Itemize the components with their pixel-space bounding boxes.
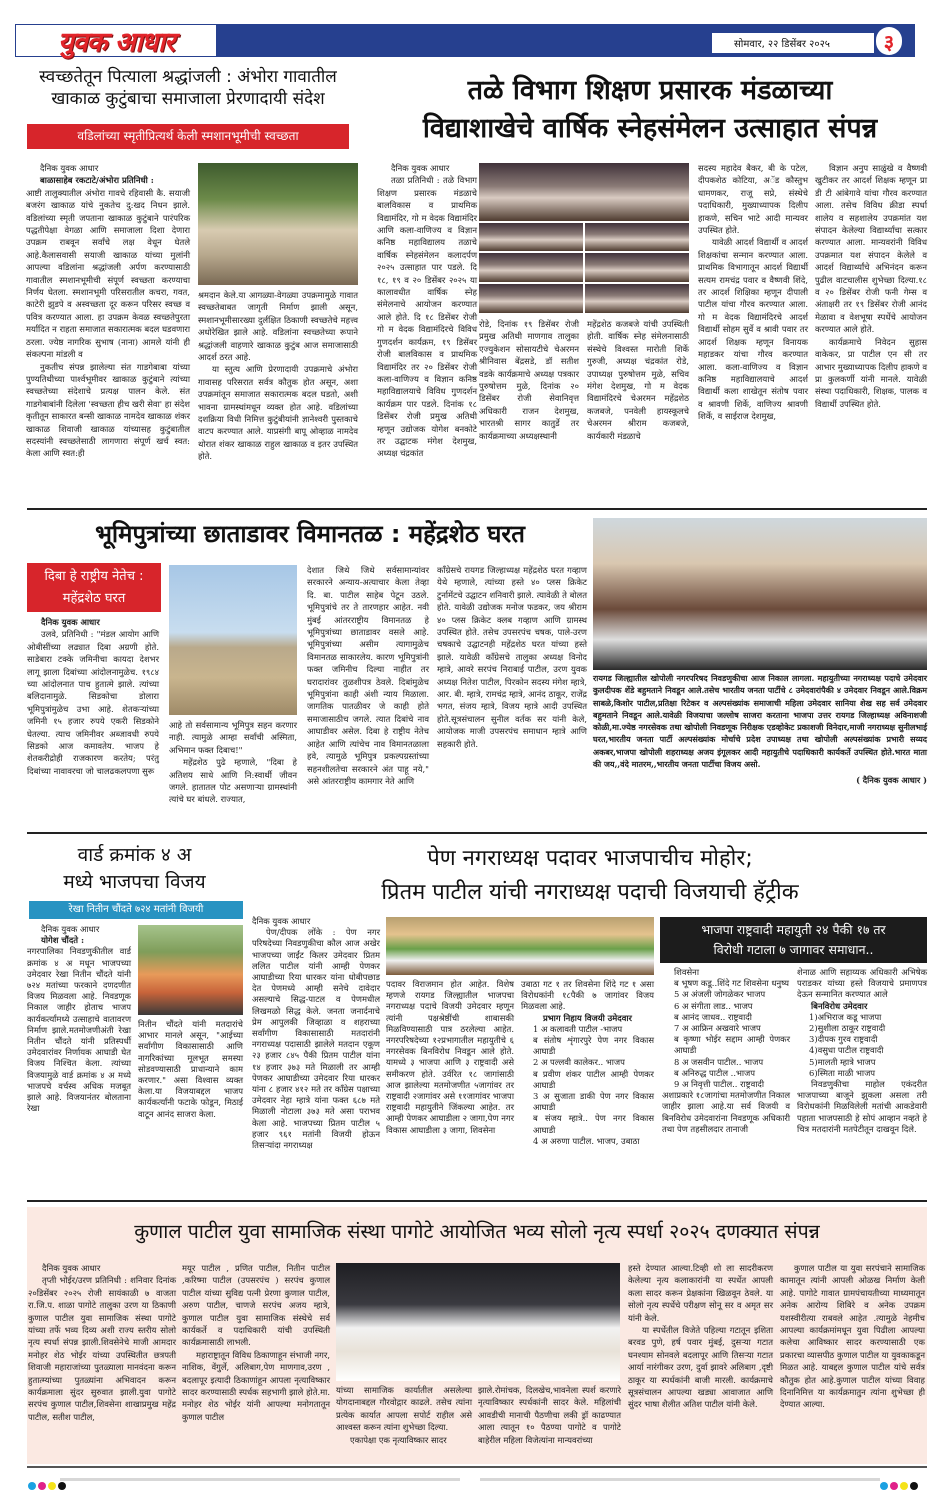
article8-col6 bbox=[780, 1262, 925, 1411]
article-text: एकापेक्षा एक नृत्याविष्कार सादर bbox=[350, 1434, 447, 1445]
article-text: उलवे, प्रतिनिधी : "मंडल आयोग आणि ओबीसींच्या लढ्यात दिबा अग्रणी होते. साडेबारा टक्के जमिनीचा कायदा देशभर लागू झाला दिबांच्या आंदोलनामुळेच. १९८४ च्या आंदोलनात पाच हुतात्मे झाले. त्यांच्या बलिदानामुळे. सिडकोचा डोलारा भूमिपुत्रांमुळेच उभा आहे. शेतकऱ्यांच्या जमिनी १५ हजार रुपये एकरी सिडकोने घेतल्या. त्याच जमिनीवर अब्जावधी रुपये सिडको आज कमावतेय. भाजप हे शेतकरीद्रोही राजकारण करतेय; परंतु दिबांच्या नावावरचा जो चालढकलपणा सुरू bbox=[27, 629, 159, 776]
box-line: महेंद्रशेठ घरत bbox=[62, 591, 126, 606]
headline-line: विद्याशाखेचे वार्षिक स्नेहसंमेलन उत्साहात संपन्न bbox=[422, 113, 878, 144]
article1-headline bbox=[18, 66, 358, 110]
list-item: 9 अ निवृत्ती पाटील.. राष्ट्रवादी bbox=[674, 1079, 765, 1090]
article8-col5 bbox=[628, 1262, 773, 1411]
article-text: सदस्य महादेव बैकर, बी के पटेल, दीपकशेठ कोटिया, अॅड कौस्तुभ धामणकर, राजू सप्रे, संस्थेचे पदाधिकारी, मुख्याध्यापक दिलीप हाकणे, सचिन भाटे आदी मान्यवर उपस्थित होते. bbox=[698, 163, 808, 236]
article8-col1 bbox=[28, 1262, 176, 1423]
list-item: 5 अ अंजली जोगळेकर भाजप bbox=[674, 989, 766, 1000]
registration-marks-icon bbox=[28, 1475, 68, 1494]
article4-photo bbox=[593, 518, 927, 670]
list-item: 4)वसुधा पाटील राष्ट्रवादी bbox=[809, 1045, 884, 1056]
article3-col4 bbox=[437, 564, 587, 750]
headline-line: पेण नगराध्यक्ष पदावर भाजपाचीच मोहोर; bbox=[427, 846, 753, 871]
article3-col2 bbox=[169, 719, 297, 806]
article-text: आहे तो सर्वसामान्य भूमिपुत्र सहन करणार नाही. त्यामुळे आम्हा सर्वांची अस्मिता, अभिमान फक्त दिबाच!" bbox=[169, 720, 297, 755]
dateline: दैनिक युवक आधार bbox=[40, 163, 99, 173]
article7-band bbox=[660, 917, 927, 963]
page-number: ३ bbox=[876, 27, 902, 55]
dateline: दैनिक युवक आधार bbox=[41, 617, 100, 627]
list-item: ब अनिरुद्ध पाटील ..भाजप bbox=[674, 1067, 756, 1078]
article4-caption bbox=[593, 672, 927, 786]
divider bbox=[27, 832, 927, 834]
headline-line: तळे विभाग शिक्षण प्रसारक मंडळाच्या bbox=[467, 75, 833, 106]
band-line: भाजपा राष्ट्रवादी महायुती २४ पैकी १७ तर bbox=[701, 922, 886, 937]
dateline: दैनिक युवक आधार bbox=[42, 1263, 101, 1273]
caption-text: रायगड जिल्ह्यातील खोपोली नगरपरिषद निवडणुकीचा आज निकाल लागला. महायुतीच्या नगराध्यक्ष पदाचे उमेदवार कुलदीपक शेंडे बहुमताने निवडून आले.तसेच भारतीय जनता पार्टीचे ८ उमेदवारांपैकी ४ उमेदवार निवडून आले.विक्रम साबळे,किशोर पाटील,प्रतिक्षा रिटेकर व अल्पसंख्यांक समाजाची महिला उमेदवार सानिया शेख सह सर्व उमेदवार बहुमताने निवडून आले.यावेळी विजयाचा जल्लोष साजरा करताना भाजपा उत्तर रायगड जिल्हाध्यक्ष अविनाशजी कोळी,मा.ज्येष्ठ नगरसेवक तथा खोपोली निवडणूक निरीक्षक एडव्होकेट प्रकाशजी विनेदार,माजी नगराध्यक्ष सुनीलभाई घरत,भारतीय जनता पार्टी अल्पसंख्यांक मोर्चाचे प्रदेश उपाध्यक्ष तथा खोपोली अल्पसंख्यांक प्रभारी सय्यद अकबर,भाजपा खोपोली शहराध्यक्ष अजय इंगूलकर आदी महायुतीचे पदाधिकारी कार्यकर्ते उपस्थित होते.भारत माता की जय,,वंदे मातरम,,भारतीय जनता पार्टीचा विजय असो. bbox=[593, 673, 927, 770]
list-title: प्रभाग निहाय विजयी उमेदवार bbox=[543, 1012, 632, 1023]
article8-col4 bbox=[478, 1384, 621, 1446]
article-text: विज्ञान अनुप साळुंखे व वैष्णवी खुटीकर तर आदर्श शिक्षक म्हणून प्रा डी टी आंबेगावे यांचा गौरव करण्यात आला. तसेच विविध क्रीडा स्पर्धा शालेय व सहशालेय उपक्रमांत यश संपादन केलेल्या विद्यार्थ्यांचा सत्कार करण्यात आला. मान्यवरांनी विविध उपक्रमात यश संपादन केलेले व आदर्श विद्यार्थ्यांचे अभिनंदन करून पुढील वाटचालीस शुभेच्छा दिल्या.१८ व २० डिसेंबर रोजी फनी गेम्स व अंताक्षरी तर १९ डिसेंबर रोजी आनंद मेळावा व वेशभूषा स्पर्धेचे आयोजन करण्यात आले होते. bbox=[815, 163, 927, 335]
list-item: 6 अ संगीता लाड.. भाजप bbox=[674, 1000, 753, 1011]
winners-list bbox=[521, 1024, 654, 1147]
list-item: शिवसेना bbox=[674, 967, 699, 977]
article5-col1 bbox=[27, 924, 131, 1114]
dateline: दैनिक युवक आधार bbox=[41, 924, 100, 934]
article-text: हस्ते देण्यात आल्या.टिव्ही शो ला सादरीकरण केलेल्या नृत्य कलाकारांनी या स्पर्धेत आपली कला सादर करून प्रेक्षकांना खिळवून ठेवले. या सोलो नृत्य स्पर्धेचे परीक्षण सोनू सर व अमृत सर यांनी केले. bbox=[628, 1263, 773, 1323]
byline: बाळासाहेब रकटाटे/अंभोरा प्रतिनिधी : bbox=[40, 175, 154, 186]
article-text: महाराष्ट्रातून विविध ठिकाणाहून संभाजी नगर, नाशिक, वेंगुर्ले, अलिबाग,पेण माणगाव,उरण , बदलापूर इत्यादी ठिकाणांहून आपला नृत्याविष्कार सादर करण्यासाठी स्पर्धक सहभागी झाले होते.मा. मनोहर शेठ भोईर यांनी आपल्या मनोगतातून कुणाल पाटील bbox=[182, 1349, 330, 1422]
article-text: उबाठा गट १ तर शिवसेना शिंदे गट १ असा विरोधकांनी १८पैकी ७ जागांवर विजय मिळवला आहे. bbox=[521, 979, 654, 1012]
credit-text: ( दैनिक युवक आधार ) bbox=[856, 775, 927, 786]
footer-gray-bar bbox=[480, 1478, 880, 1481]
article1-col1 bbox=[26, 162, 190, 460]
newspaper-logo bbox=[15, 24, 217, 57]
article-text: झाले.रोमांचक, दिलखेच,भावनेला स्पर्श करणारे नृत्याविष्कार स्पर्धकांनी सादर केले. महिलांची आवडीची मानाची पैठणीचा लकी ड्रॉ काढण्यात आला त्यातून १० पैठण्या पागोटे व पागोटे बाहेरील महिला विजेत्यांना मान्यवरांच्या bbox=[478, 1385, 621, 1445]
list-item: 5)मालती म्हात्रे भाजप bbox=[809, 1056, 876, 1067]
headline-line: मध्ये भाजपचा विजय bbox=[63, 871, 206, 893]
article8-headline: कुणाल पाटील युवा सामाजिक संस्था पागोटे आयोजित भव्य सोलो नृत्य स्पर्धा २०२५ दणक्यात संपन्न bbox=[134, 1220, 820, 1243]
article-text: निवडणुकीचा माहोल एकंदरीत भाजपाच्या बाजूने झुकला असला तरी विरोधकांनी मिळविलेली मतांची आकडेवारी पहाता भाजपसाठी हे सोपं आव्हान नव्हते हे चित्र मतदारांनी मतपेटीतून दाखवून दिले. bbox=[797, 1079, 927, 1134]
photo-tile bbox=[585, 223, 689, 252]
dateline: दैनिक युवक आधार bbox=[391, 163, 450, 173]
article-text: काँग्रेसचे रायगड जिल्हाध्यक्ष महेंद्रशेठ घरत गव्हाण येथे म्हणाले, त्यांच्या हस्ते ४० प्लस क्रिकेट टुर्नामेंटचे उद्घाटन शनिवारी झाले. त्यावेळी ते बोलत होते. यावेळी उद्योजक मनोज फडकर, जय श्रीराम ४० प्लस क्रिकेट क्लब गव्हाण आणि ग्रामस्थ उपस्थित होते. तसेच उपसरपंच चषक, पाले-उरण चषकाचे उद्घाटनही महेंद्रशेठ घरत यांच्या हस्ते झाले. यावेळी काँग्रेसचे तालुका अध्यक्ष विनोद म्हात्रे, आवरे सरपंच निराबाई पाटील, उरण युवक अध्यक्ष नितेश पाटील, पिरकोन सदस्य मंगेश म्हात्रे, आर. बी. म्हात्रे, रामचंद्र म्हात्रे, आनंद ठाकूर, राजेंद्र भगत, संजय म्हात्रे, विजय म्हात्रे आदी उपस्थित होते.सूत्रसंचालन सुनील वर्तक सर यांनी केले, आयोजक माजी उपसरपंच समाधान म्हात्रे आणि सहकारी होते. bbox=[437, 565, 587, 749]
article8-photo bbox=[336, 1263, 620, 1381]
unopposed-list bbox=[797, 1012, 927, 1079]
article2-col1 bbox=[377, 162, 477, 460]
list-item: 1 अ कलावती पाटील -भाजप bbox=[533, 1023, 623, 1034]
article6-col2 bbox=[386, 979, 514, 1136]
list-item: 7 अ आफ्रिन अखवारे भाजप bbox=[674, 1023, 761, 1034]
article3-box bbox=[27, 563, 161, 612]
list-item: ब संजय म्हात्रे.. पेण नगर विकास आघाडी bbox=[533, 1113, 654, 1135]
article1-photo bbox=[198, 163, 358, 285]
list-item: 2 अ पल्लवी कालेकर.. भाजप bbox=[533, 1057, 625, 1068]
headline-line: खाकाळ कुटुंबाचा समाजाला प्रेरणादायी संदेश bbox=[51, 89, 325, 109]
list-item: 8 अ जसवीन पाटील.. भाजप bbox=[674, 1056, 764, 1067]
article-text: देशात जिथे जिथे सर्वसामान्यांवर सरकारने अन्याय-अत्याचार केला तेव्हा दि. बा. पाटील साहेब पेटून उठले. भूमिपुत्रांचे तर ते तारणहार आहेत. नवी मुंबई आंतरराष्ट्रीय विमानतळ हे भूमिपुत्रांच्या छाताडावर वसले आहे. भूमिपुत्रांच्या असीम त्यागामुळेच विमानतळ साकारलेय. कारण भूमिपुत्रांनी फक्त जमिनीच दिल्या नाहीत तर घरादारांवर तुळशीपत्र ठेवले. दिबांमुळेच भूमिपुत्रांना काही अंशी न्याय मिळाला. जागतिक पातळीवर जे काही होते समाजासाठीच जगले. त्यात दिबांचे नाव आघाडीवर असेल. दिबा हे राष्ट्रीय नेतेच आहेत आणि त्यांचेच नाव विमानतळाला हवे, त्यामुळे भूमिपुत्र प्रकल्पग्रस्तांच्या सहनशीलतेचा सरकारने अंत पाहू नये," असे आंतरराष्ट्रीय कामगार नेते आणि bbox=[307, 565, 429, 786]
article3-col3 bbox=[307, 564, 429, 787]
issue-date: सोमवार, २२ डिसेंबर २०२५ bbox=[712, 33, 874, 53]
article6-col1 bbox=[252, 916, 380, 1151]
dateline: दैनिक युवक आधार bbox=[252, 916, 311, 926]
logo-text: युवक आधार bbox=[57, 27, 175, 58]
list-item: ब संतोष शृंगारपुरे पेण नगर विकास आघाडी bbox=[533, 1035, 654, 1057]
footer-rule bbox=[27, 1466, 927, 1468]
article-text: यांच्या सामाजिक कार्यातील असलेल्या योगदानाबद्दल गौरवोद्गार काढले. तसेच त्यांना प्रत्येक कार्यात आपला सपोर्ट राहील असे आश्वस्त करून त्यांना शुभेच्छा दिल्या. bbox=[336, 1385, 472, 1433]
article2-photo-collage bbox=[479, 163, 689, 313]
article-text: पदावर विराजमान होत आहेत. विशेष म्हणजे रायगड जिल्ह्यातील भाजपचा नगराध्यक्ष पदाचे विजयी उमेदवार म्हणून त्यांनी पक्षश्रेष्ठींची शाबासकी मिळविण्यासाठी पात्र ठरलेल्या आहेत. नगरपरिषदेच्या १२प्रभागातील महायुतीचे ६ नगरसेवक बिनविरोध निवडून आले होते. यामध्ये ३ भाजपा आणि ३ राष्ट्रवादी असे समीकरण होते. उर्वरित १८ जागांसाठी आज झालेल्या मतमोजणीत ५जागांवर तर राष्ट्रवादी २जागांवर असे ११जागांवर भाजपा राष्ट्रवादी महायुतीने जिंकल्या आहेत. तर आम्ही पेणकर आघाडीला २ जागा,पेण नगर विकास आघाडीला ३ जागा, शिवसेना bbox=[386, 979, 514, 1135]
article2-col3 bbox=[587, 318, 689, 442]
article-text: यावेळी आदर्श विद्यार्थी व आदर्श शिक्षकांचा सन्मान करण्यात आला. प्राथमिक विभागातून आदर्श विद्यार्थी सत्यम रामचंद्र पवार व वैष्णवी शिंदे, तर आदर्श शिक्षिका म्हणून दीपाली पाटील यांचा गौरव करण्यात आला. गो म वेदक विद्यामंदिरचे आदर्श विद्यार्थी सोहम सुर्वे व श्रावी पवार तर आदर्श शिक्षक म्हणून विनायक महाडकर यांचा गौरव करण्यात आला. कला-वाणिज्य व विज्ञान कनिष्ठ महाविद्यालयाचे आदर्श विद्यार्थी कला शाखेतून संतोष पवार व श्रावणी शिर्के, वाणिज्य श्रावणी शिर्के, व साईराज देशमुख, bbox=[698, 237, 808, 422]
article-text: तळा प्रतिनिधी : तळे विभाग शिक्षण प्रसारक मंडळाचे बालविकास व प्राथमिक विद्यामंदिर, गो म वेदक विद्यामंदिर आणि कला-वाणिज्य व विज्ञान कनिष्ठ महाविद्यालय तळाचे वार्षिक स्नेहसंमेलन कलादर्पण २०२५ उत्साहात पार पडले. दि १८, १९ व २० डिसेंबर २०२५ या कालावधीत वार्षिक स्नेह संमेलनाचे आयोजन करण्यात आले होते. दि १८ डिसेंबर रोजी गो म वेदक विद्यामंदिरचे विविध गुणदर्शन कार्यक्रम, १९ डिसेंबर रोजी बालविकास व प्राथमिक विद्यामंदिर तर २० डिसेंबर रोजी कला-वाणिज्य व विज्ञान कनिष्ठ महाविद्यालयाचे विविध गुणदर्शन कार्यक्रम पार पडले. दिनांक १८ डिसेंबर रोजी प्रमुख अतिथी म्हणून उद्योजक योगेश बनकोटे तर उद्घाटक मंगेश देशमुख, अध्यक्ष चंद्रकांत bbox=[377, 175, 477, 459]
ward-list bbox=[662, 967, 790, 1090]
photo-tile bbox=[585, 284, 689, 313]
article8-col3 bbox=[336, 1384, 472, 1446]
article-text: या स्तुत्य आणि प्रेरणादायी उपक्रमाचे अंभोरा गावासह परिसरात सर्वत्र कौतुक होत असून, अशा उपक्रमांतून समाजात सकारात्मक बदल घडतो, अशी भावना ग्रामस्थांमधून व्यक्त होत आहे. वडिलांच्या दशक्रिया विधी निमित्त कुटुंबीयांनी ज्ञानेश्वरी पुस्तकाचे वाटप करण्यात आले. याप्रसंगी बापू ओव्हाळ नामदेव थोरात शंकर खाकाळ राहुल खाकाळ व इतर उपस्थित होते. bbox=[198, 364, 358, 462]
article5-photo bbox=[138, 925, 243, 1015]
list-item: 4 अ अरुणा पाटील. भाजप, उबाठा bbox=[533, 1135, 640, 1146]
band-line: विरोधी गटाला ७ जागावर समाधान.. bbox=[713, 942, 874, 957]
photo-tile bbox=[479, 223, 583, 252]
article2-col4 bbox=[698, 162, 808, 423]
headline-line: स्वच्छतेतून पित्याला श्रद्धांजली : अंभोरा गावातील bbox=[39, 67, 337, 87]
article-text: श्रमदान केले.या आगळ्या-वेगळ्या उपक्रमामुळे गावात स्वच्छतेबाबत जागृती निर्माण झाली असून, स्मशानभूमीसारख्या दुर्लक्षित ठिकाणी स्वच्छतेचे महत्त्व अधोरेखित झाले आहे. वडिलांना स्वच्छतेच्या रूपाने श्रद्धांजली वाहणारे खाकाळ कुटुंब आज समाजासाठी आदर्श ठरत आहे. bbox=[198, 290, 358, 363]
list-item: ब आनंद जाधव.. राष्ट्रवादी bbox=[674, 1011, 752, 1022]
article7-col2 bbox=[797, 967, 927, 1135]
article6-headline bbox=[250, 842, 930, 910]
photo-tile bbox=[585, 253, 689, 282]
article3-photo bbox=[169, 565, 297, 715]
article-text: तृप्ती भोईर/उरण प्रतिनिधी : शनिवार दिनांक २०डिसेंबर २०२५ रोजी सायंकाळी ७ वाजता रा.जि.प. शाळा पागोटे तालुका उरण या ठिकाणी कुणाल पाटील युवा सामाजिक संस्था पागोटे यांच्या तर्फे भव्य दिव्य अशी राज्य स्तरीय सोलो नृत्य स्पर्धा संपन्न झाली.शिवसेनेचे माजी आमदार मनोहर शेठ भोईर यांच्या उपस्थितीत छत्रपती शिवाजी महाराजांच्या पुतळ्याला मानवंदना करून हुतात्म्यांच्या पुतळ्यांना अभिवादन करून कार्यक्रमाला सुंदर सुरुवात झाली.युवा पागोटे सरपंच कुणाल पाटील,शिवसेना शाखाप्रमुख महेंद्र पाटील, सतीश पाटील, bbox=[28, 1275, 176, 1422]
article-text: कार्यक्रमाचे निवेदन सुहास वाकेकर, प्रा पाटील एन सी तर आभार मुख्याध्यापक दिलीप हाकणे व प्रा कुलकर्णी यांनी मानले. यावेळी संस्था पदाधिकारी, शिक्षक, पालक व विद्यार्थी उपस्थित होते. bbox=[815, 336, 927, 409]
article-text: रोडे, दिनांक १९ डिसेंबर रोजी प्रमुख अतिथी माणगाव तालुका एज्युकेशन सोसायटीचे चेअरमन श्रीनिवास बेंद्रसडे, डॉ सतीश वडके कार्यक्रमाचे अध्यक्ष पत्रकार पुरुषोत्तम मुळे, दिनांक २० डिसेंबर रोजी सेवानिवृत्त अधिकारी राजन देशमुख, भारतश्री सागर कातुर्डे तर कार्यक्रमाच्या अध्यक्षस्थानी bbox=[479, 319, 579, 441]
article2-col2 bbox=[479, 318, 579, 442]
article-text: अशाप्रकारे १८जागांचा मतमोजणीत निकाल जाहीर झाला आहे.या सर्व विजयी व बिनविरोध उमेदवारांना निवडणूक अधिकारी तथा पेण तहसीलदार तानाजी bbox=[662, 1090, 790, 1134]
divider bbox=[27, 1200, 927, 1202]
list-item: 1)अभिराज कडू भाजपा bbox=[809, 1011, 882, 1022]
article-text: महेंद्रशेठ कजबजे यांची उपस्थिती होती. वार्षिक स्नेह संमेलनासाठी संस्थेचे विश्वस्त मारोती शिर्के गुरुजी, अध्यक्ष चंद्रकांत रोडे, उपाध्यक्ष पुरुषोत्तम मुळे, सचिव मंगेश देशमुख, गो म वेदक विद्यामंदिरचे चेअरमन महेंद्रशेठ कजबजे, पनवेली हायस्कूलचे चेअरमन श्रीराम कजबजे, कार्यकारी मंडळाचे bbox=[587, 319, 689, 441]
article5-headline bbox=[27, 842, 242, 896]
article-text: महेंद्रशेठ पुढे म्हणाले, "दिबा हे अतिशय साधे आणि नि:स्वार्थी जीवन जगले. हातातल पोट असणाऱ्या ग्रामस्थांनी त्यांचे घर बांधले. राज्यात, bbox=[169, 757, 297, 805]
list-item: ब भूषण कडू..शिंदे गट शिवसेना धनुष्य bbox=[674, 978, 789, 989]
article-text: शेनाळ आणि सहाय्यक अधिकारी अभिषेक पराडकर यांच्या हस्ते विजयाचे प्रमाणपत्र देऊन सन्मानित करण्यात आले bbox=[797, 967, 927, 1000]
article-text: पेण/दीपक लोंके : पेण नगर परिषदेच्या निवडणुकीचा कौल आज अखेर भाजपच्या जाईंट किलर उमेदवार प्रितम ललित पाटील यांनी आम्ही पेणकर आघाडीच्या रिया धारकर यांना धोबीपछाड देत पेणमध्ये आम्ही सनेचे दावेदार असल्याचे सिद्ध-पाटल व पेणमधील लिखमळो सिद्ध केले. जनता जनार्दनाचे प्रेम आपुलकी जिव्हाळा व शहराच्या सर्वांगीण विकासासाठी मतदारांनी नगराध्यक्ष पदासाठी झालेले मतदान एकूण २३ हजार ८४५ पैकी प्रितम पाटील यांना १४ हजार ३७३ मते मिळाली तर आम्ही पेणकर आघाडीच्या उमेदवार रिया धारकर यांना ८ हजार ४१२ मते तर काँग्रेस पक्षाच्या उमेदवार नेहा म्हात्रे यांना फक्त ६८७ मते मिळाली नोटाला ३७३ मते असा पराभव केला आहे. भाजपच्या प्रितम पाटील ५ हजार ९६१ मतांनी विजयी होऊन तिसऱ्यांदा नगराध्यक्ष bbox=[252, 927, 380, 1151]
article5-col2 bbox=[138, 1019, 243, 1120]
article2-headline bbox=[365, 72, 935, 148]
list-item: ब कृष्णा भोईर सद्दाम आम्ही पेणकर आघाडी bbox=[674, 1034, 790, 1056]
article7-col1 bbox=[662, 967, 790, 1135]
article-text: आष्टी तालुक्यातील अंभोरा गावचे रहिवासी कै. सयाजी बजरंग खाकाळ यांचे नुकतेच दु:खद निधन झाले. वडिलांच्या स्मृती जपताना खाकाळ कुटुंबाने पारंपरिक पद्धतीपेक्षा वेगळा आणि समाजाला दिशा देणारा उपक्रम राबवून सर्वांचे लक्ष वेधून घेतले आहे.कैलासवासी सयाजी खाकाळ यांच्या मुलांनी आपल्या वडिलांना श्रद्धांजली अर्पण करण्यासाठी गावातील स्मशानभूमीची संपूर्ण स्वच्छता करण्याचा निर्णय घेतला. स्मशानभूमी परिसरातील कचरा, गवत, काटेरी झुडपे व अस्वच्छता दूर करून परिसर स्वच्छ व पवित्र करण्यात आला. हा उपक्रम केवळ स्वच्छतेपुरता मर्यादित न राहता समाजात सकारात्मक बदल घडवणारा ठरला. ज्येष्ठ नागरिक सुभाष (नाना) आमले यांनी ही संकल्पना मांडली व bbox=[26, 187, 190, 360]
article5-subhead: रेखा नितीन चौंदते ७२४ मतांनी विजयी bbox=[29, 901, 243, 919]
article8-col2 bbox=[182, 1262, 330, 1423]
article1-subhead: वडिलांच्या स्मृतीप्रित्यर्थ केली स्मशानभूमीची स्वच्छता bbox=[27, 124, 349, 149]
article3-headline: भूमिपुत्रांच्या छाताडावर विमानतळ : महेंद्रशेठ घरत bbox=[95, 520, 525, 548]
article-text: या स्पर्धेतील विजेते पहिल्या गटातून इशिता बरवड पुणे, हर्ष पवार मुंबई, दुसऱ्या गटात घनश्याम सोनवले बदलापूर आणि तिसऱ्या गटात आर्या नारंगीकर उरण, दुर्वा झावरे अलिबाग ,दृष्टी ठाकूर या स्पर्धकांनी बाजी मारली. कार्यक्रमाचे सूत्रसंचालन आपल्या खड्या आवाजात आणि सुंदर भाषा शैलीत अतिश पाटील यांनी केले. bbox=[628, 1325, 773, 1410]
article-text: नितीन चौंदते यांनी मतदारांचे आभार मानले असून, "आईच्या सर्वांगीण विकासासाठी आणि नागरिकांच्या मूलभूत समस्या सोडवण्यासाठी प्राधान्याने काम करणार." असा विश्वास व्यक्त केला.या विजयाबद्दल भाजप कार्यकर्त्यांनी फटाके फोडून, मिठाई वाटून आनंद साजरा केला. bbox=[138, 1019, 243, 1119]
registration-marks-icon bbox=[880, 1475, 920, 1494]
article1-col2 bbox=[198, 289, 358, 463]
list-item: 3 अ सुजाता डाकी पेण नगर विकास आघाडी bbox=[533, 1091, 654, 1113]
headline-line: प्रितम पाटील यांची नगराध्यक्ष पदाची विजयाची हॅट्रीक bbox=[381, 880, 799, 905]
article-text: नगरपालिका निवडणुकीतील वार्ड क्रमांक ४ अ मधून भाजपच्या उमेदवार रेखा नितीन चौंदते यांनी ७२४ मतांच्या फरकाने दणदणीत विजय मिळवला आहे. निवडणूक निकाल जाहीर होताच भाजप कार्यकर्त्यांमध्ये उत्साहाचे वातावरण निर्माण झाले.मतमोजणीअंती रेखा नितीन चौंदते यांनी प्रतिस्पर्धी उमेदवारांवर निर्णायक आघाडी घेत विजय निश्चित केला. त्यांच्या विजयामुळे वार्ड क्रमांक ४ अ मध्ये भाजपचे वर्चस्व अधिक मजबूत झाले आहे. विजयानंतर बोलताना रेखा bbox=[27, 946, 131, 1114]
box-line: दिबा हे राष्ट्रीय नेतेच : bbox=[44, 569, 144, 584]
list-item: 2)सुशीला ठाकूर राष्ट्रवादी bbox=[809, 1023, 886, 1034]
article-text: मयूर पाटील , प्रणित पाटील, नितीन पाटील ,करिष्मा पाटील (उपसरपंच ) सरपंच कुणाल पाटील यांच्या सुविद्य पत्नी प्रेरणा कुणाल पाटील, अरुण पाटील, चाणजे सरपंच अजय म्हात्रे, कुणाल पाटील युवा सामाजिक संस्थेचे सर्व कार्यकर्ते व पदाधिकारी यांची उपस्थिती कार्यक्रमासाठी लाभली. bbox=[182, 1263, 330, 1348]
article6-photo bbox=[386, 917, 654, 975]
article2-col5 bbox=[815, 162, 927, 410]
list-item: 6)स्मिता माळी भाजप bbox=[809, 1067, 876, 1078]
photo-tile bbox=[479, 163, 689, 221]
article6-col3 bbox=[521, 979, 654, 1147]
footer-gray-bar bbox=[60, 1478, 460, 1481]
list-title: बिनविरोध उमेदवार bbox=[811, 1000, 868, 1011]
article3-col1 bbox=[27, 616, 159, 777]
photo-tile bbox=[479, 284, 583, 313]
article-text: नुकतीच संपन्न झालेल्या संत गाडगेबाबा यांच्या पुण्यतिथीच्या पार्श्वभूमीवर खाकाळ कुटुंबाने त्यांच्या स्वच्छतेच्या संदेशाचे प्रत्यक्ष पालन केले. संत गाडगेबाबांनी दिलेला 'स्वच्छता हीच खरी सेवा' हा संदेश कृतीतून साकारत बन्सी खाकाळ नामदेव खाकाळ शंकर खाकाळ शिवाजी खाकाळ यांच्यासह कुटुंबातील सदस्यांनी स्वच्छतेसाठी लागणारा संपूर्ण खर्च स्वत: केला आणि स्वत:ही bbox=[26, 361, 190, 459]
byline: योगेश चौंदते : bbox=[41, 935, 85, 946]
list-item: 3)दीपक गुरव राष्ट्रवादी bbox=[809, 1034, 878, 1045]
headline-line: वार्ड क्रमांक ४ अ bbox=[77, 844, 192, 866]
divider bbox=[27, 508, 927, 510]
photo-tile bbox=[479, 253, 583, 282]
article-text: कुणाल पाटील या युवा सरपंचाने सामाजिक कामातून त्यांनी आपली ओळख निर्माण केली आहे. पागोटे गावात ग्रामपंचायतीच्या माध्यमातून अनेक आरोग्य शिबिरे व अनेक उपक्रम यशस्वीरीत्या राबवले आहेत .त्यामुळे नेहमीच आपल्या कार्यक्रमांमधून युवा पिढीला आपल्या कलेचा आविष्कार सादर करण्यासाठी एक प्रकारचा व्यासपीठ कुणाल पाटील या युवकाकडून मिळत आहे. याबद्दल कुणाल पाटील यांचे सर्वत्र कौतुक होत आहे.कुणाल पाटील यांच्या विवाह दिनानिमित्त या कार्यक्रमातुन त्यांना शुभेच्छा ही देण्यात आल्या. bbox=[780, 1263, 925, 1410]
list-item: ब प्रवीण शंकर पाटील आम्ही पेणकर आघाडी bbox=[533, 1068, 654, 1090]
